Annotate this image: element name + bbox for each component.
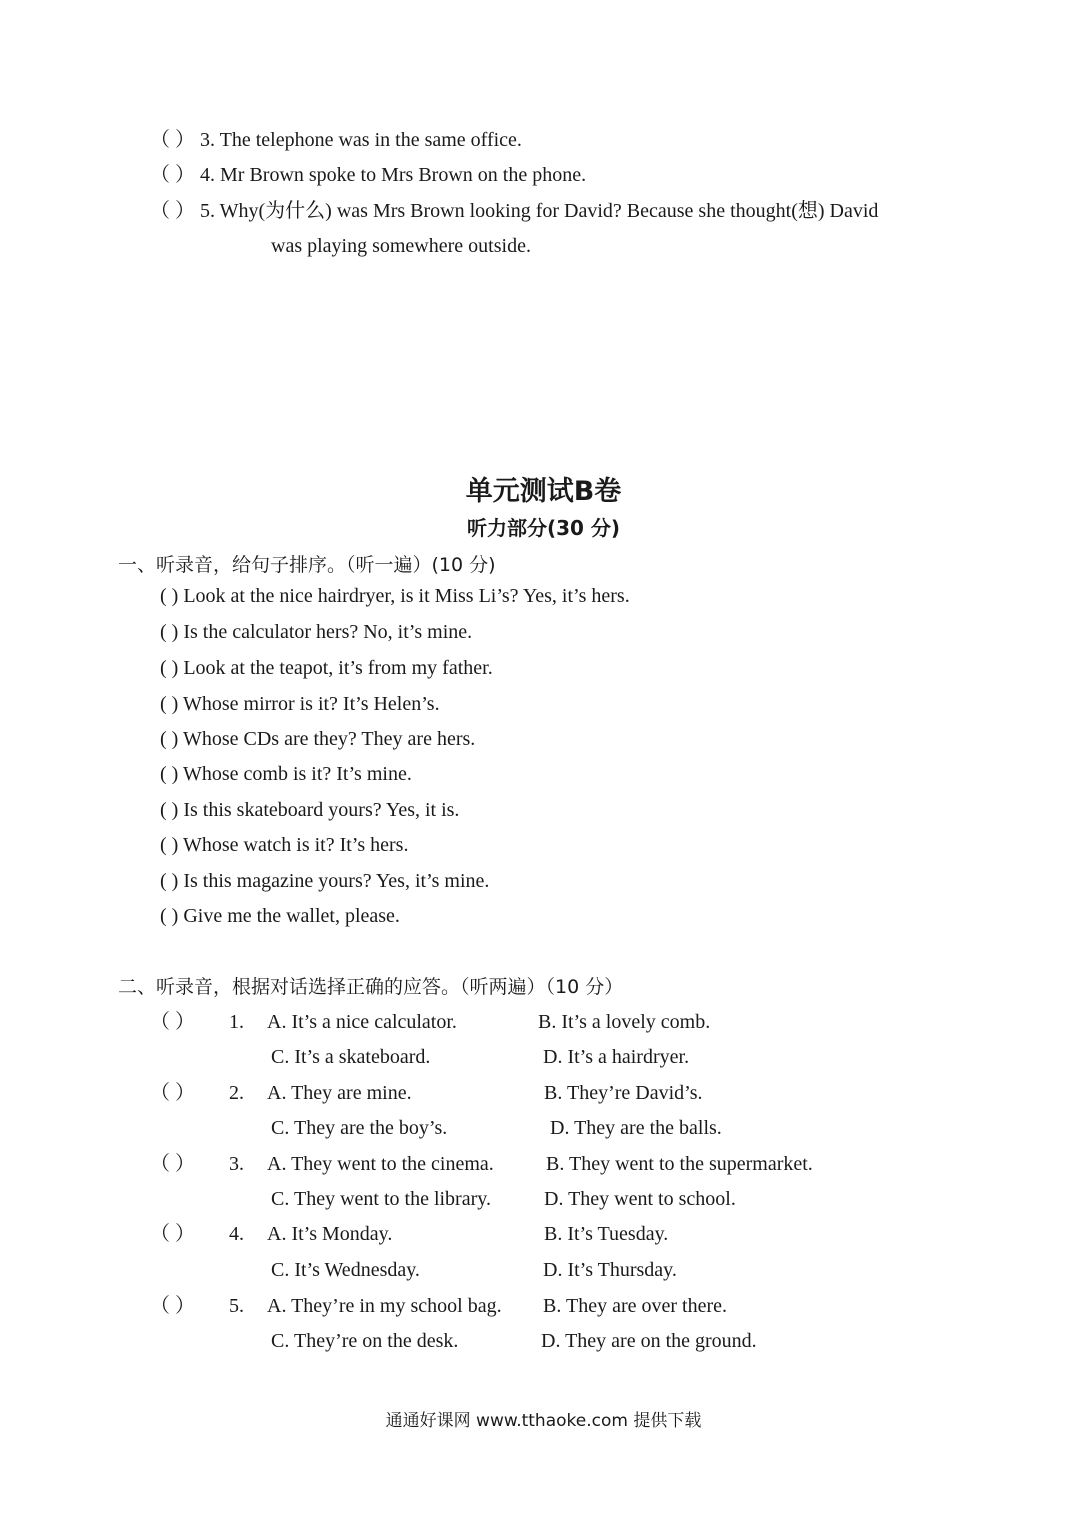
question-1-paren[interactable]: （ ） — [150, 1011, 195, 1033]
item-text: Give me the wallet, please. — [183, 905, 400, 927]
option-c[interactable]: C. They’re on the desk. — [271, 1330, 459, 1352]
top-item-3 — [150, 128, 522, 152]
option-b[interactable]: B. It’s a lovely comb. — [538, 1011, 711, 1033]
answer-paren[interactable]: （ ） — [150, 200, 195, 222]
answer-paren[interactable]: ( ) — [160, 585, 179, 607]
section2-heading: 二、听录音，根据对话选择正确的应答。（听两遍）（10 分） — [118, 976, 624, 998]
section1-item — [160, 692, 440, 716]
option-a[interactable]: A. It’s a nice calculator. — [267, 1011, 457, 1033]
section1-item — [160, 869, 489, 893]
answer-paren[interactable]: ( ) — [160, 693, 179, 715]
top-item-4 — [150, 163, 586, 187]
option-c[interactable]: C. It’s a skateboard. — [271, 1046, 431, 1068]
section1-item — [160, 727, 475, 751]
top-item-5-continuation: was playing somewhere outside. — [271, 235, 531, 257]
question-number: 4. — [229, 1223, 244, 1245]
option-c[interactable]: C. They went to the library. — [271, 1188, 491, 1210]
option-d[interactable]: D. It’s Thursday. — [543, 1259, 677, 1281]
option-a[interactable]: A. They went to the cinema. — [267, 1153, 494, 1175]
section1-item — [160, 798, 459, 822]
item-text: Whose CDs are they? They are hers. — [182, 728, 476, 750]
item-text: Whose mirror is it? It’s Helen’s. — [182, 693, 440, 715]
answer-paren[interactable]: ( ) — [160, 905, 179, 927]
section1-item — [160, 762, 412, 786]
page-title: 单元测试B卷 — [465, 476, 622, 507]
answer-paren[interactable]: ( ) — [160, 728, 179, 750]
option-d[interactable]: D. It’s a hairdryer. — [543, 1046, 690, 1068]
answer-paren[interactable]: ( ) — [160, 799, 179, 821]
question-number: 3. — [229, 1153, 244, 1175]
answer-paren[interactable]: （ ） — [150, 129, 195, 151]
footer-credit: 通通好课网 www.tthaoke.com 提供下载 — [385, 1411, 702, 1431]
top-item-5 — [150, 199, 878, 223]
item-text: 4. Mr Brown spoke to Mrs Brown on the phone. — [200, 164, 587, 186]
item-text: Is this magazine yours? Yes, it’s mine. — [183, 870, 490, 892]
section1-item — [160, 656, 493, 680]
option-d[interactable]: D. They are the balls. — [550, 1117, 722, 1139]
option-d[interactable]: D. They are on the ground. — [541, 1330, 757, 1352]
option-c[interactable]: C. They are the boy’s. — [271, 1117, 448, 1139]
section1-item — [160, 904, 400, 928]
item-text: Look at the teapot, it’s from my father. — [183, 657, 493, 679]
option-b[interactable]: B. They went to the supermarket. — [546, 1153, 813, 1175]
question-2-paren[interactable]: （ ） — [150, 1082, 195, 1104]
option-a[interactable]: A. They’re in my school bag. — [267, 1295, 502, 1317]
question-number: 5. — [229, 1295, 244, 1317]
item-text: Whose comb is it? It’s mine. — [182, 763, 412, 785]
question-3-paren[interactable]: （ ） — [150, 1153, 195, 1175]
question-number: 1. — [229, 1011, 244, 1033]
answer-paren[interactable]: （ ） — [150, 164, 195, 186]
answer-paren[interactable]: ( ) — [160, 834, 179, 856]
answer-paren[interactable]: ( ) — [160, 763, 179, 785]
item-text: Is the calculator hers? No, it’s mine. — [183, 621, 473, 643]
item-text: Look at the nice hairdryer, is it Miss Li’s? Yes, it’s hers. — [183, 585, 630, 607]
item-text: Is this skateboard yours? Yes, it is. — [183, 799, 460, 821]
question-4-paren[interactable]: （ ） — [150, 1223, 195, 1245]
option-c[interactable]: C. It’s Wednesday. — [271, 1259, 420, 1281]
page-subtitle: 听力部分(30 分) — [466, 516, 621, 540]
option-b[interactable]: B. They’re David’s. — [544, 1082, 703, 1104]
answer-paren[interactable]: ( ) — [160, 621, 179, 643]
option-a[interactable]: A. They are mine. — [267, 1082, 412, 1104]
option-a[interactable]: A. It’s Monday. — [267, 1223, 393, 1245]
option-b[interactable]: B. It’s Tuesday. — [544, 1223, 669, 1245]
section1-heading: 一、听录音，给句子排序。（听一遍）(10 分) — [118, 554, 496, 576]
question-number: 2. — [229, 1082, 244, 1104]
answer-paren[interactable]: ( ) — [160, 870, 179, 892]
item-text: Whose watch is it? It’s hers. — [182, 834, 409, 856]
option-d[interactable]: D. They went to school. — [544, 1188, 736, 1210]
item-text: 5. Why(为什么) was Mrs Brown looking for David? Because she thought(想) David — [200, 200, 879, 222]
answer-paren[interactable]: ( ) — [160, 657, 179, 679]
section1-item — [160, 584, 630, 608]
question-5-paren[interactable]: （ ） — [150, 1295, 195, 1317]
section1-item — [160, 620, 472, 644]
item-text: 3. The telephone was in the same office. — [200, 129, 522, 151]
section1-item — [160, 833, 408, 857]
option-b[interactable]: B. They are over there. — [543, 1295, 727, 1317]
